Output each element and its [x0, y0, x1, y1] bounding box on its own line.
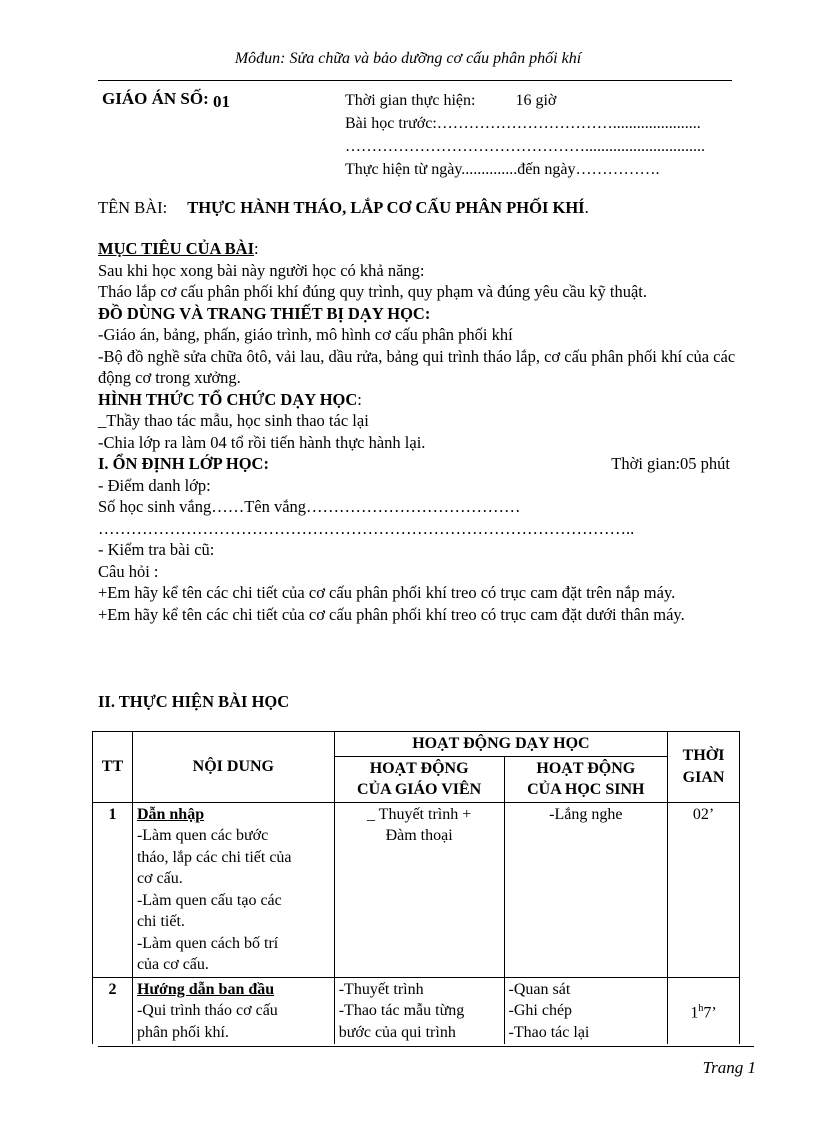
objectives-heading: MỤC TIÊU CỦA BÀI [98, 239, 255, 258]
organization-line: -Chia lớp ra làm 04 tổ rồi tiến hành thực hành lại. [98, 432, 426, 452]
row-teacher-activity: _ Thuyết trình + Đàm thoại [334, 802, 504, 977]
organization-colon: : [357, 389, 362, 409]
lesson-plan-number [102, 89, 230, 109]
dots-line: ……………………………………….............................. [345, 138, 705, 155]
previous-lesson: Bài học trước:……………………………...................... [345, 115, 701, 132]
time-label: Thời gian thực hiện: [345, 92, 476, 109]
col-activity-header: HOẠT ĐỘNG DẠY HỌC [334, 732, 667, 757]
table-row [93, 802, 740, 977]
section1-line: Câu hỏi : [98, 561, 159, 581]
organization-line: _Thầy thao tác mẫu, học sinh thao tác lại [98, 411, 369, 430]
lesson-title-period: . [584, 198, 589, 217]
row-content: Dẫn nhập -Làm quen các bước tháo, lắp các chi tiết của cơ cấu. -Làm quen cấu tạo các chi tiết. -Làm quen cách bố trí của cơ cấu. [132, 802, 334, 977]
objectives-colon: : [254, 239, 259, 258]
section1-line: …………………………………………………………………………………….. [98, 518, 635, 538]
col-time-header: THỜI GIAN [668, 732, 740, 803]
date-line: Thực hiện từ ngày..............đến ngày……………. [345, 161, 660, 178]
row-student-activity: -Quan sát -Ghi chép -Thao tác lại [504, 977, 668, 1044]
row-content: Hướng dẫn ban đầu -Qui trình tháo cơ cấu phân phối khí. [132, 977, 334, 1044]
section1-heading: I. ỔN ĐỊNH LỚP HỌC: [98, 454, 269, 473]
lesson-label: TÊN BÀI: [98, 198, 168, 217]
plan-label: GIÁO ÁN SỐ: [102, 89, 209, 108]
plan-info [345, 89, 705, 181]
section1-line: +Em hãy kể tên các chi tiết của cơ cấu phân phối khí treo có trục cam đặt trên nắp máy. [98, 583, 676, 602]
lesson-title-text: THỰC HÀNH THÁO, LẮP CƠ CẤU PHÂN PHỐI KHÍ [187, 198, 585, 217]
row-tt: 1 [93, 802, 133, 977]
col-teacher-header: HOẠT ĐỘNG CỦA GIÁO VIÊN [334, 756, 504, 802]
objectives-line: Tháo lắp cơ cấu phân phối khí đúng quy trình, quy phạm và đúng yêu cầu kỹ thuật. [98, 282, 647, 301]
organization-heading: HÌNH THỨC TỔ CHỨC DẠY HỌC [98, 389, 358, 409]
plan-number: 01 [212, 92, 230, 111]
lesson-title [98, 198, 589, 218]
col-tt-header: TT [93, 732, 133, 803]
lesson-table [92, 731, 740, 1044]
section1-line: Số học sinh vắng……Tên vắng………………………………… [98, 497, 521, 516]
col-content-header: NỘI DUNG [132, 732, 334, 803]
table-row [93, 977, 740, 1044]
section1-line: +Em hãy kể tên các chi tiết của cơ cấu phân phối khí treo có trục cam đặt dưới thân máy. [98, 604, 685, 624]
lesson-body [98, 238, 738, 625]
section1-line: - Kiểm tra bài cũ: [98, 540, 215, 559]
row-teacher-activity: -Thuyết trình -Thao tác mẫu từng bước của qui trình [334, 977, 504, 1044]
objectives-line: Sau khi học xong bài này người học có khả năng: [98, 260, 425, 280]
header-rule [98, 80, 732, 81]
footer-rule [98, 1046, 754, 1047]
section1-line: - Điểm danh lớp: [98, 475, 211, 495]
row-tt: 2 [93, 977, 133, 1044]
col-student-header: HOẠT ĐỘNG CỦA HỌC SINH [504, 756, 668, 802]
row-time: 1$^h$7’ [668, 977, 740, 1044]
equipment-line: -Giáo án, bảng, phấn, giáo trình, mô hình cơ cấu phân phối khí [98, 325, 513, 344]
row-student-activity: -Lắng nghe [504, 802, 668, 977]
time-value: 16 giờ [515, 92, 557, 109]
section2-heading: II. THỰC HIỆN BÀI HỌC [98, 692, 290, 711]
equipment-line: -Bộ đồ nghề sửa chữa ôtô, vải lau, dầu rửa, bảng qui trình tháo lắp, cơ cấu phân phối khí của các động cơ trong xưởng. [98, 346, 736, 387]
equipment-heading: ĐỒ DÙNG VÀ TRANG THIẾT BỊ DẠY HỌC: [98, 303, 431, 323]
page-number: Trang 1 [702, 1058, 756, 1077]
row-time: 02’ [668, 802, 740, 977]
running-header: Môđun: Sửa chữa và bảo dưỡng cơ cấu phân phối khí [234, 50, 582, 67]
section1-time: Thời gian:05 phút [611, 454, 730, 473]
